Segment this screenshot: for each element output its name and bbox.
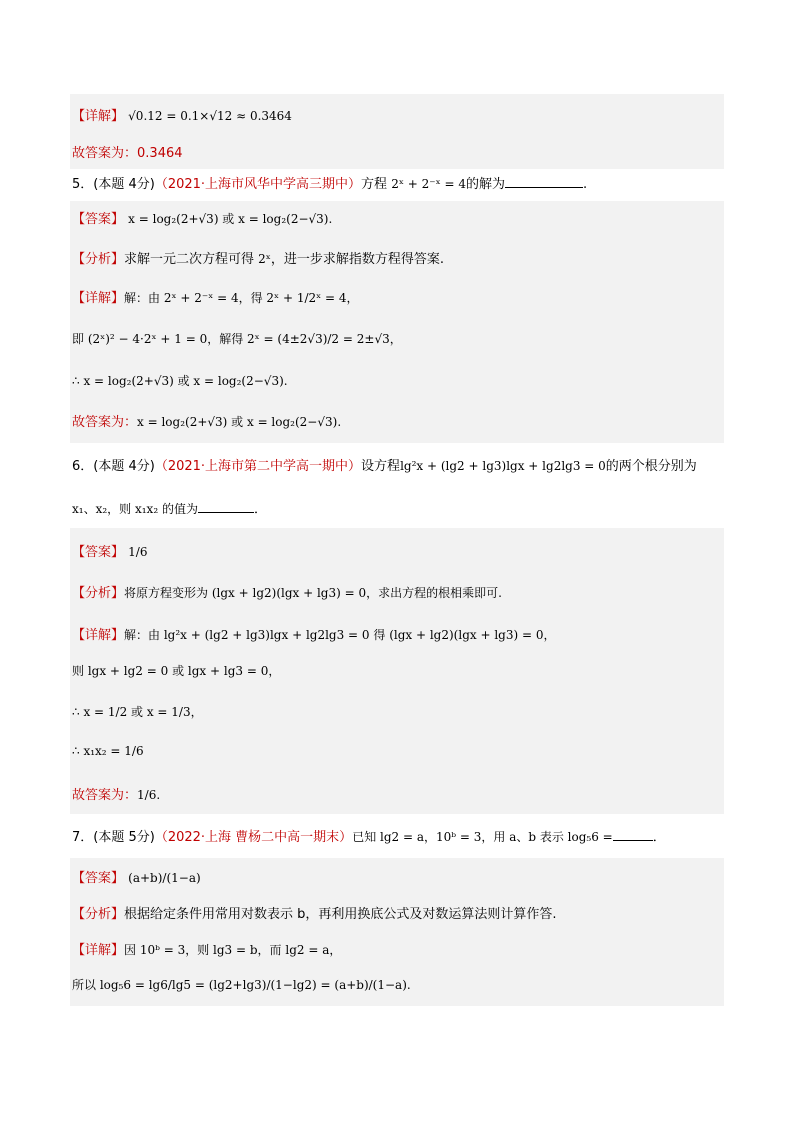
answer-blank [613, 840, 653, 841]
answer-blank [198, 512, 254, 513]
q6-detail-2: 则 lgx + lg2 = 0 或 lgx + lg3 = 0， [72, 664, 281, 678]
q7-detail-2: 所以 log₅6 = lg6/lg5 = (lg2+lg3)/(1−lg2) = (a+b)/(1−a). [72, 978, 411, 992]
answer-label: 【答案】 [72, 212, 125, 227]
q6-detail-4: ∴ x₁x₂ = 1/6 [72, 744, 144, 758]
analysis-label: 【分析】 [72, 586, 125, 601]
q6-detail-3: ∴ x = 1/2 或 x = 1/3， [72, 705, 203, 719]
final-label: 故答案为： [72, 146, 138, 161]
answer-value: 1/6 [128, 545, 148, 559]
q5-detail-3: ∴ x = log₂(2+√3) 或 x = log₂(2−√3). [72, 374, 288, 388]
analysis-label: 【分析】 [72, 252, 125, 267]
q5-stem: 5．(本题 4分)（2021·上海市风华中学高三期中）方程 2ˣ + 2⁻ˣ = 4的解为 . [72, 177, 588, 192]
stem-equation: 2ˣ + 2⁻ˣ = 4 [391, 177, 466, 191]
question-number: 7．(本题 5分) [72, 830, 155, 845]
detail-label: 【详解】 [72, 628, 125, 643]
q6-stem: 6．(本题 4分)（2021·上海市第二中学高一期中）设方程lg²x + (lg2 + lg3)lgx + lg2lg3 = 0的两个根分别为 [72, 459, 697, 474]
answer-box-q5 [70, 201, 724, 443]
q6-stem-2: x₁、x₂，则 x₁x₂ 的值为 ． [72, 502, 267, 517]
question-number: 6．(本题 4分) [72, 459, 155, 474]
q5-final: 故答案为：x = log₂(2+√3) 或 x = log₂(2−√3). [72, 415, 342, 430]
answer-label: 【答案】 [72, 871, 125, 886]
stem-equation: lg²x + (lg2 + lg3)lgx + lg2lg3 = 0 [400, 459, 606, 473]
q5-detail-1: 【详解】解：由 2ˣ + 2⁻ˣ = 4，得 2ˣ + 1/2ˣ = 4， [72, 291, 359, 306]
question-source: （2022·上海 曹杨二中高一期末） [154, 830, 353, 845]
answer-value: (a+b)/(1−a) [128, 871, 201, 885]
analysis-label: 【分析】 [72, 907, 125, 922]
q7-detail-1: 【详解】因 10ᵇ = 3，则 lg3 = b，而 lg2 = a， [72, 943, 342, 958]
answer-blank [505, 187, 583, 188]
q4-detail [72, 107, 292, 126]
q6-answer [72, 543, 147, 562]
q4-final [72, 145, 183, 163]
q6-detail-1: 【详解】解：由 lg²x + (lg2 + lg3)lgx + lg2lg3 = 0 得 (lgx + lg2)(lgx + lg3) = 0， [72, 628, 556, 643]
question-number: 5．(本题 4分) [72, 177, 155, 192]
q7-analysis: 【分析】根据给定条件用常用对数表示 b，再利用换底公式及对数运算法则计算作答. [72, 907, 557, 922]
question-source: （2021·上海市风华中学高三期中） [154, 177, 362, 192]
detail-label: 【详解】 [72, 109, 125, 124]
q5-analysis: 【分析】求解一元二次方程可得 2ˣ，进一步求解指数方程得答案. [72, 252, 445, 267]
answer-label: 【答案】 [72, 545, 125, 560]
final-value: 0.3464 [137, 146, 183, 161]
detail-label: 【详解】 [72, 943, 125, 958]
detail-math: √0.12 = 0.1×√12 ≈ 0.3464 [128, 109, 292, 123]
q7-answer [72, 869, 201, 888]
q6-final: 故答案为：1/6. [72, 788, 161, 803]
q6-analysis: 【分析】将原方程变形为 (lgx + lg2)(lgx + lg3) = 0，求出方程的根相乘即可. [72, 586, 502, 601]
q5-answer [72, 210, 332, 229]
detail-label: 【详解】 [72, 291, 125, 306]
final-label: 故答案为： [72, 788, 138, 803]
question-source: （2021·上海市第二中学高一期中） [154, 459, 362, 474]
q7-stem: 7．(本题 5分)（2022·上海 曹杨二中高一期末）已知 lg2 = a，10ᵇ = 3，用 a、b 表示 log₅6 = ． [72, 830, 666, 845]
q5-detail-2: 即 (2ˣ)² − 4·2ˣ + 1 = 0，解得 2ˣ = (4±2√3)/2 = 2±√3， [72, 332, 402, 346]
final-label: 故答案为： [72, 415, 138, 430]
answer-math: x = log₂(2+√3) 或 x = log₂(2−√3). [128, 212, 333, 226]
